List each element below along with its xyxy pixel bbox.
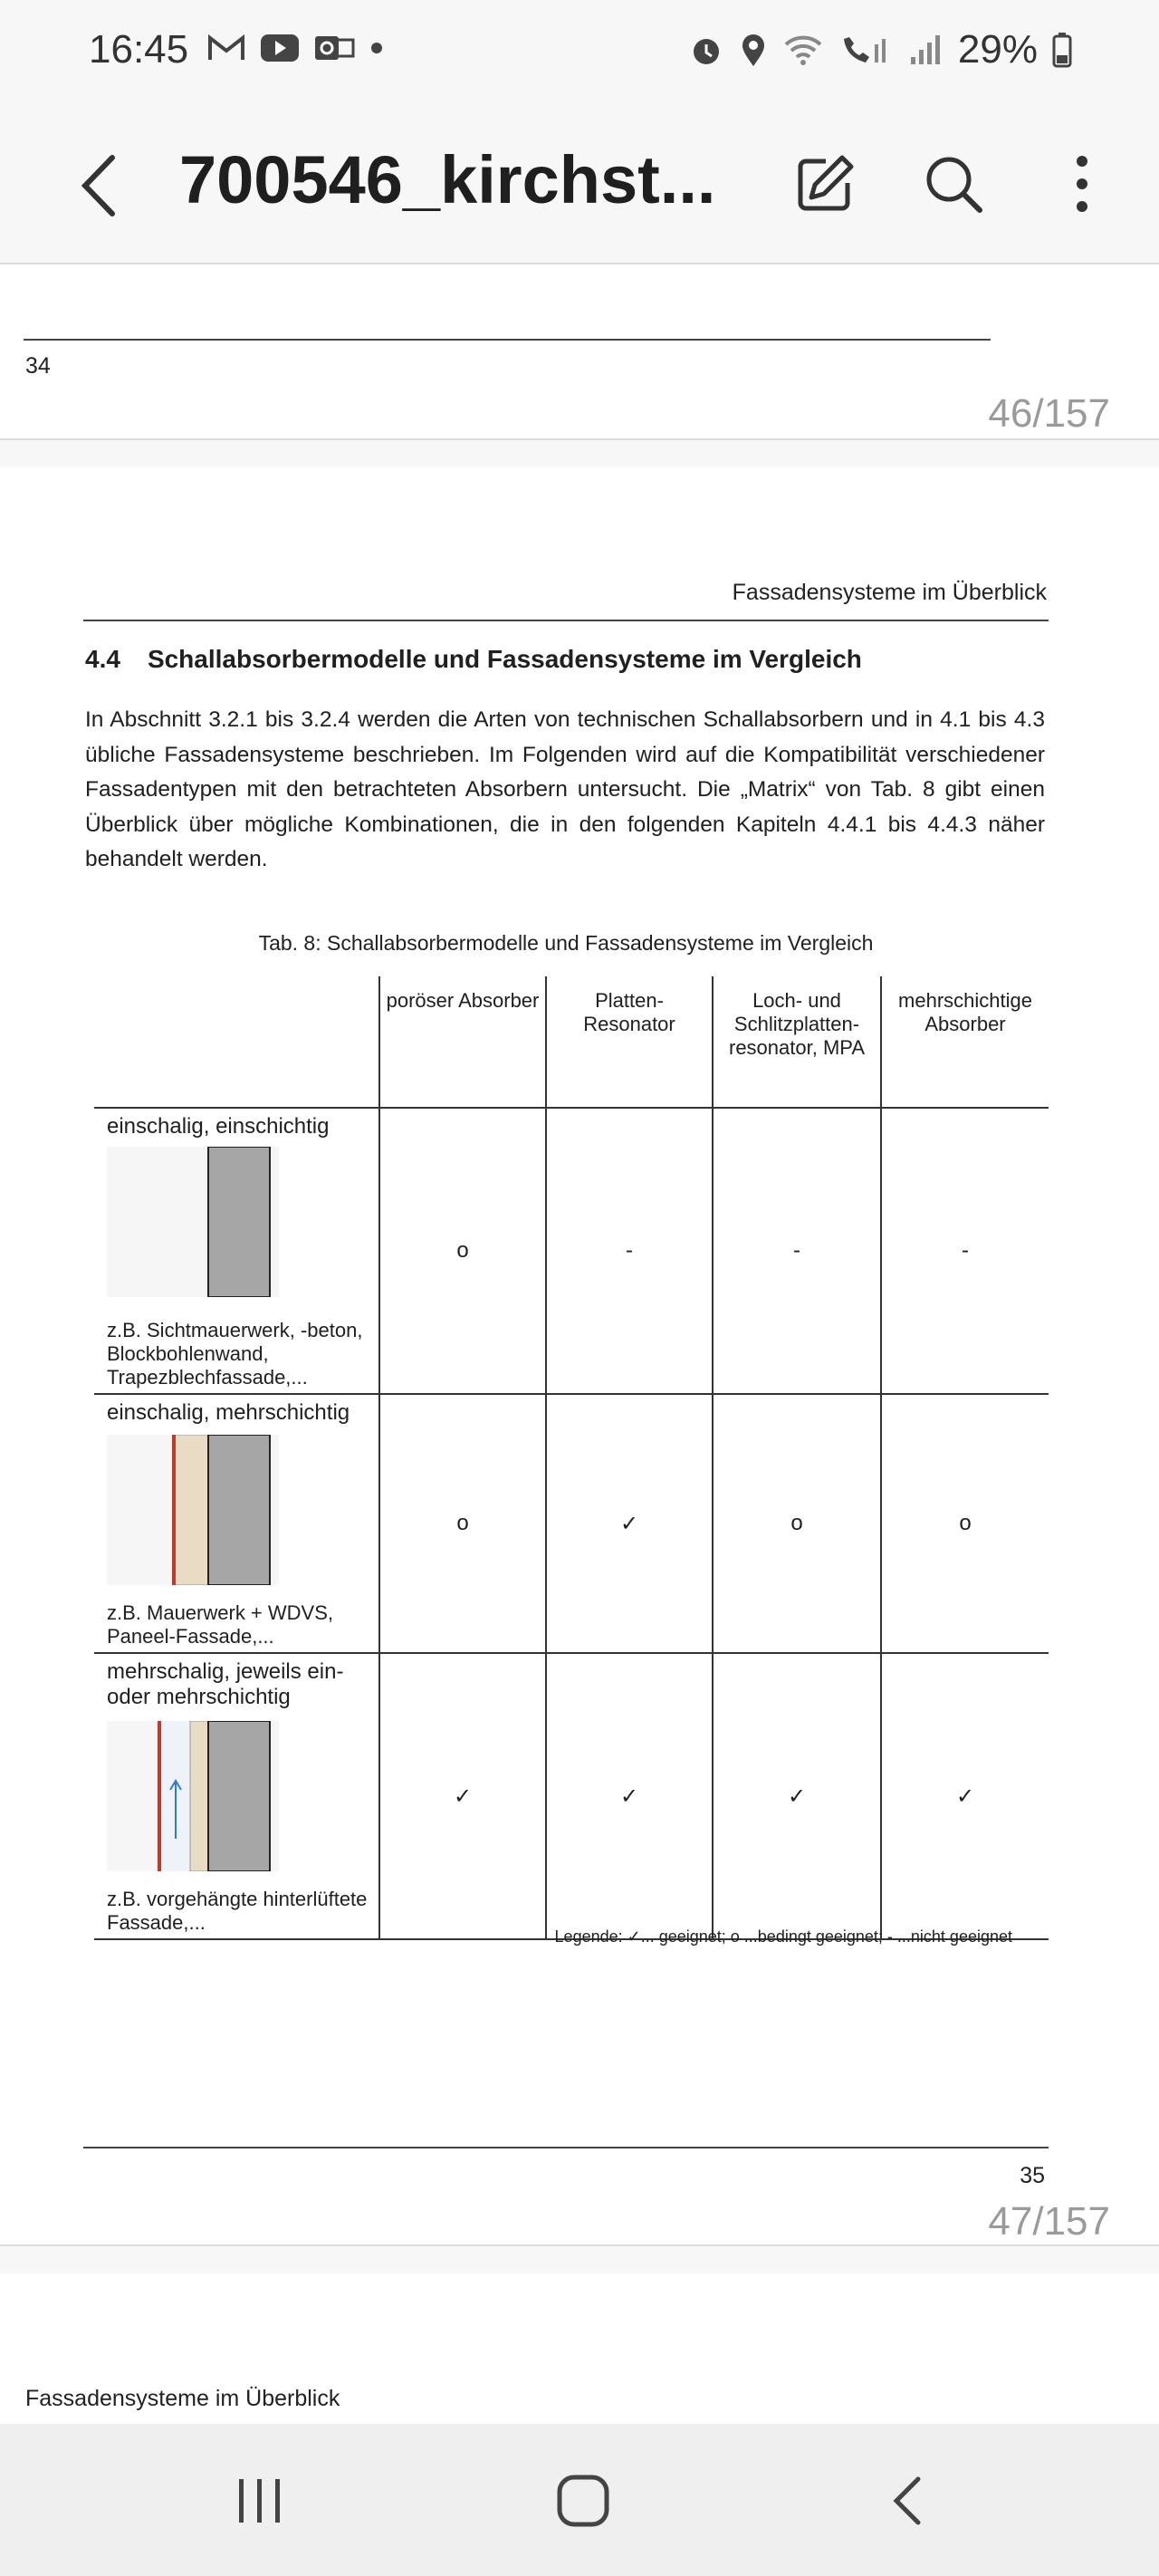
back-nav-button[interactable] xyxy=(864,2460,954,2542)
youtube-icon xyxy=(259,33,301,63)
search-button[interactable] xyxy=(913,143,994,225)
row-example: z.B. Sichtmauerwerk, -beton, Blockbohlenwand, Trapezblechfassade,... xyxy=(107,1319,363,1389)
table-cell: ✓ xyxy=(881,1653,1049,1939)
table-cell: o xyxy=(379,1394,546,1653)
column-header: Platten-Resonator xyxy=(546,976,713,1108)
pdf-page-next xyxy=(0,2273,1159,2424)
header-rule xyxy=(83,620,1049,621)
row-header xyxy=(94,1653,379,1939)
edit-button[interactable] xyxy=(784,143,866,225)
pdf-page-prev xyxy=(0,264,1159,438)
table-cell: o xyxy=(713,1394,881,1653)
gmail-icon xyxy=(206,33,246,63)
document-title: 700546_kirchst... xyxy=(179,142,716,217)
wall-diagram-layered xyxy=(107,1435,279,1585)
signal-icon xyxy=(907,32,943,68)
wall-diagram-single xyxy=(107,1147,279,1297)
divider xyxy=(0,438,1159,440)
battery-percent: 29% xyxy=(957,27,1038,72)
column-header: mehrschichtige Absorber xyxy=(881,976,1049,1108)
page-number: 34 xyxy=(25,353,51,379)
more-button[interactable] xyxy=(1041,143,1123,225)
page-indicator: 47/157 xyxy=(988,2199,1110,2244)
column-header: poröser Absorber xyxy=(379,976,546,1108)
table-cell: o xyxy=(881,1394,1049,1653)
status-time: 16:45 xyxy=(89,27,189,72)
status-right xyxy=(688,27,1072,72)
app-bar xyxy=(0,109,1159,263)
page-indicator: 46/157 xyxy=(988,391,1110,436)
wifi-call-icon xyxy=(838,32,893,68)
table-caption: Tab. 8: Schallabsorbermodelle und Fassadensysteme im Vergleich xyxy=(258,931,874,955)
section-heading xyxy=(85,645,862,674)
back-button[interactable] xyxy=(72,145,127,226)
body-paragraph: In Abschnitt 3.2.1 bis 3.2.4 werden die Arten von technischen Schallabsorbern und in 4.1 bis 4.3 übliche Fassadensysteme beschrieben. Im Folgenden wird auf die Kompatibilität verschiedener Fassadentypen mit den betrachteten Absorbern untersucht. Die „Matrix“ von Tab. 8 gibt einen Überblick über mögliche Kombinationen, die in den folgenden Kapiteln 4.4.1 bis 4.4.3 näher behandelt werden. xyxy=(85,707,1045,871)
recents-button[interactable] xyxy=(214,2460,304,2542)
edit-icon xyxy=(793,152,857,216)
table-cell: ✓ xyxy=(713,1653,881,1939)
running-header: Fassadensysteme im Überblick xyxy=(25,2386,340,2411)
status-left-icons xyxy=(206,33,386,63)
alarm-icon xyxy=(688,32,724,68)
section-title: Schallabsorbermodelle und Fassadensysteme im Vergleich xyxy=(147,645,862,673)
navigation-bar xyxy=(0,2424,1159,2576)
row-header xyxy=(94,1108,379,1394)
location-icon xyxy=(739,32,768,68)
row-title: einschalig, mehrschichtig xyxy=(107,1400,350,1425)
outlook-icon xyxy=(313,33,355,63)
divider xyxy=(0,2244,1159,2246)
table-row xyxy=(94,1394,1049,1653)
footer-rule xyxy=(24,339,991,341)
running-header: Fassadensysteme im Überblick xyxy=(732,580,1047,605)
section-number: 4.4 xyxy=(85,645,120,673)
row-example: z.B. Mauerwerk + WDVS, Paneel-Fassade,... xyxy=(107,1601,334,1648)
status-bar xyxy=(0,0,1159,109)
footer-rule xyxy=(83,2147,1049,2148)
app-actions xyxy=(784,143,1123,225)
table-cell: o xyxy=(379,1108,546,1394)
table-cell: ✓ xyxy=(546,1653,713,1939)
wall-diagram-ventilated xyxy=(107,1721,279,1871)
home-button[interactable] xyxy=(538,2460,628,2542)
row-title: einschalig, einschichtig xyxy=(107,1114,330,1139)
row-header xyxy=(94,1394,379,1653)
row-title: mehrschalig, jeweils ein- oder mehrschichtig xyxy=(107,1659,344,1709)
row-example: z.B. vorgehängte hinterlüftete Fassade,... xyxy=(107,1888,368,1934)
wifi-icon xyxy=(782,32,824,68)
recents-icon xyxy=(232,2474,286,2528)
table-corner-cell xyxy=(94,976,379,1108)
table-row xyxy=(94,1653,1049,1939)
comparison-table xyxy=(94,976,1049,1940)
table-row xyxy=(94,1108,1049,1394)
table-header-row xyxy=(94,976,1049,1108)
search-icon xyxy=(922,152,985,216)
table-cell: - xyxy=(546,1108,713,1394)
dot-icon xyxy=(368,39,386,57)
back-icon xyxy=(882,2472,936,2530)
column-header: Loch- und Schlitzplatten-resonator, MPA xyxy=(713,976,881,1108)
more-vert-icon xyxy=(1073,152,1091,216)
table-legend: Legende: ✓... geeignet; o ...bedingt geeignet; - ...nicht geeignet xyxy=(554,1927,1012,1946)
home-icon xyxy=(554,2472,612,2530)
chevron-left-icon xyxy=(72,145,127,226)
battery-icon xyxy=(1052,32,1072,68)
table-cell: - xyxy=(881,1108,1049,1394)
table-cell: ✓ xyxy=(379,1653,546,1939)
table-cell: ✓ xyxy=(546,1394,713,1653)
table-cell: - xyxy=(713,1108,881,1394)
page-number: 35 xyxy=(1020,2163,1045,2188)
